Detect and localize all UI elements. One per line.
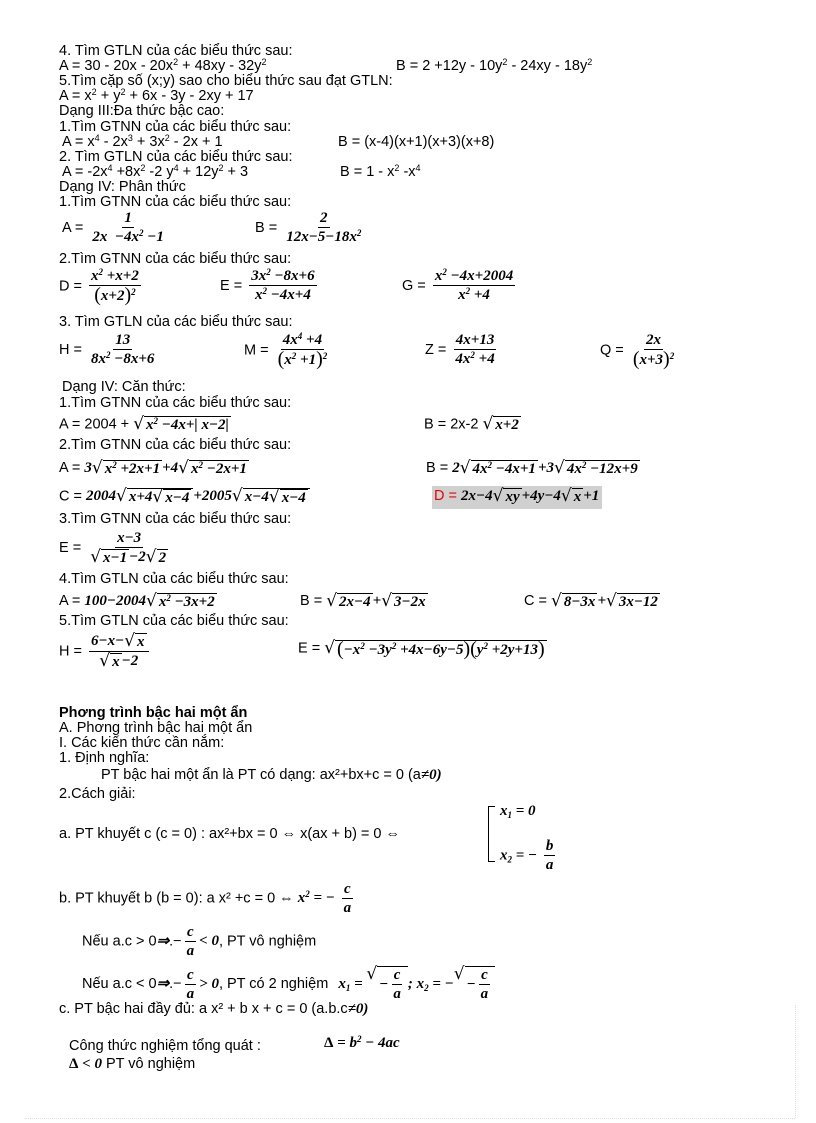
expr-pt-E: E = $\frac{3x^2 -8x+6}{x^2 -4x+4}$ — [220, 267, 315, 303]
neu2-tail: , PT có 2 nghiệm — [218, 975, 329, 992]
label-H: H = — [59, 643, 82, 660]
expr-ct-5H: H = 6−x− √ x √ x −2 — [59, 633, 152, 670]
expr-pt-A: A = $\frac{1}{2x -4x^2 -1}$ — [62, 210, 164, 245]
pt-1-heading: 1.Tìm GTNN của các biểu thức sau: — [59, 194, 292, 210]
label-E: E = — [298, 640, 321, 657]
delta-negative-line: Δ < 0 PT vô nghiệm — [69, 1056, 196, 1072]
label-G: G = — [402, 277, 426, 294]
label-B: B = — [300, 592, 323, 609]
expr-ct-4A: A = 100−2004 √ $x^2 -3x+2$ — [59, 591, 215, 611]
case-c-label: c. PT bậc hai đầy đủ: a x² + b x + c = 0 (a.b.c — [59, 1001, 348, 1017]
case-b-ac-positive: Nếu a.c > 0⇒.− $\frac{c}{a}$ < 0, PT vô nghiệm — [82, 924, 317, 959]
label-M: M = — [244, 342, 269, 359]
quad-a-heading: A. Phơng trình bậc hai một ẩn — [59, 720, 253, 736]
ct-2-heading: 2.Tìm GTNN của các biểu thức sau: — [59, 437, 292, 453]
ct-4-heading: 4.Tìm GTLN của các biểu thức sau: — [59, 571, 289, 587]
dang-3-heading: Dạng III:Đa thức bậc cao: — [59, 103, 225, 119]
expr-pt-Q: Q = $\frac{2x}{(x+3)^2}$ — [600, 332, 675, 370]
expr-5-A: $A = x^2 + y^2 + 6x - 3y - 2xy + 17$ — [59, 87, 254, 104]
expr-pt-H: H = $\frac{13}{8x^2 -8x+6}$ — [59, 332, 155, 367]
case-b-label: b. PT khuyết b (b = 0): a x² +c = 0 ⇔ — [59, 890, 294, 907]
label-A: A = — [59, 592, 81, 609]
expr-d3-2B: $B = 1 - x^2$ $-x^4$ — [340, 163, 421, 180]
expr-ct-2B: B = 2 √ $4x^2 -4x+1$ +3 √ $4x^2 -12x+9$ — [426, 458, 638, 478]
label-E: E = — [220, 277, 243, 294]
neu2-label: Nếu a.c < 0 — [82, 975, 157, 992]
pt-2-heading: 2.Tìm GTNN của các biểu thức sau: — [59, 251, 292, 267]
label-D-red: D = — [434, 487, 457, 504]
label-Q: Q = — [600, 342, 624, 359]
expr-ct-B: B = 2x-2 √ x+2 — [424, 414, 519, 434]
expr-pt-Z: Z = $\frac{4x+13}{4x^2 +4}$ — [425, 332, 495, 367]
label-D: D = — [59, 278, 82, 295]
label-C: C = — [524, 592, 547, 609]
case-b-text: b. PT khuyết b (b = 0): a x² +c = 0 ⇔ $x^2$ = − $\frac{c}{a}$ — [59, 881, 352, 916]
quad-i-heading: I. Các kiến thức cần nắm: — [59, 735, 225, 751]
d3-2-heading: 2. Tìm GTLN của các biểu thức sau: — [59, 149, 293, 165]
quad-title: Phơng trình bậc hai một ẩn — [59, 705, 248, 721]
system-brace — [488, 806, 495, 862]
dang-4-root-heading: Dạng IV: Căn thức: — [62, 379, 186, 395]
section-5-heading: 5.Tìm cặp số (x;y) sao cho biểu thức sau đạt GTLN: — [59, 73, 393, 89]
expr-d3-A: $A = x^4 - 2x^3 + 3x^2 - 2x + 1$ — [62, 133, 223, 150]
quad-solve-heading: 2.Cách giải: — [59, 786, 136, 802]
expr-ct-5E: E = √ $(-x^2 -3y^2 +4x-6y-5)(y^2 +2y+13)$ — [298, 638, 545, 660]
expr-ct-4C: C = √ 8−3x + √ 3x−12 — [524, 591, 658, 611]
label-A: A = — [62, 219, 84, 236]
page-border-right — [795, 1005, 796, 1118]
pt-3-heading: 3. Tìm GTLN của các biểu thức sau: — [59, 314, 293, 330]
label-H: H = — [59, 341, 82, 358]
expr-ct-3E: E = x−3 √ x−1 −2 √ 2 — [59, 530, 167, 568]
quad-def-text — [101, 768, 442, 783]
expr-ct-2A: A = 3 √ $x^2 +2x+1$ +4 √ $x^2 -2x+1$ — [59, 458, 247, 478]
section-4-heading: 4. Tìm GTLN của các biểu thức sau: — [59, 43, 293, 59]
ct-1-heading: 1.Tìm GTNN của các biểu thức sau: — [59, 395, 292, 411]
general-formula-label: Công thức nghiệm tổng quát : — [69, 1038, 261, 1054]
label-B-2x: B = 2x-2 — [424, 416, 479, 433]
label-A-2004: A = 2004 + — [59, 416, 130, 433]
d3-1-heading: 1.Tìm GTNN của các biểu thức sau: — [59, 119, 292, 135]
dang-4-fraction-heading: Dạng IV: Phân thức — [59, 179, 186, 195]
expr-4-A: $A = 30 - 20x - 20x^2 + 48xy - 32y^2$ — [59, 57, 267, 74]
case-b-ac-negative: Nếu a.c < 0⇒.− $\frac{c}{a}$ > 0, PT có 2 nghiệm $x_1$ = √ − $\frac{c}{a}$ ; $x_2$ = − √ − $\frac{c}{a}$ — [82, 966, 495, 1003]
neq-zero: ≠0) — [420, 767, 442, 783]
expr-ct-2C: C = 2004 √ x+4 √ x−4 +2005 √ x−4 √ x−4 — [59, 488, 310, 506]
expr-pt-B: B = $\frac{2}{12x-5-18x^2}$ — [255, 210, 362, 245]
def-text: PT bậc hai một ẩn là PT có dạng: ax²+bx+c = 0 (a — [101, 767, 421, 783]
expr-pt-D: D = $\frac{x^2 +x+2}{(x+2)^2}$ — [59, 267, 139, 306]
label-C: C = — [59, 488, 82, 505]
neq-zero: ≠0) — [347, 1001, 369, 1017]
ct-5-heading: 5.Tìm GTLN của các biểu thức sau: — [59, 613, 289, 629]
neu1-tail: , PT vô nghiệm — [218, 933, 317, 950]
quad-def-heading: 1. Định nghĩa: — [59, 750, 150, 766]
case-a-text: a. PT khuyết c (c = 0) : ax²+bx = 0 ⇔ x(ax + b) = 0 ⇔ — [59, 826, 401, 842]
expr-ct-2D-highlighted: D = 2x−4 √ xy +4y−4 √ x +1 — [432, 486, 602, 509]
label-E: E = — [59, 539, 82, 556]
expr-pt-M: M = $\frac{4x^4 +4}{(x^2 +1)^2}$ — [244, 331, 328, 370]
label-Z: Z = — [425, 341, 447, 358]
root-x2-neg-b-over-a: $x_2$ = − $\frac{b}{a}$ — [500, 838, 554, 873]
ct-3-heading: 3.Tìm GTNN của các biểu thức sau: — [59, 511, 292, 527]
vo-nghiem-text: PT vô nghiệm — [106, 1056, 196, 1072]
case-c-text — [59, 1002, 368, 1017]
page-border-bottom — [25, 1118, 795, 1119]
expr-4-B: $B = 2 +12y - 10y^2 - 24xy - 18y^2$ — [396, 57, 593, 74]
expr-ct-A: A = 2004 + √ $x^2 -4x+|$ x−2| — [59, 414, 229, 434]
label-B: B = — [426, 459, 449, 476]
neu1-label: Nếu a.c > 0 — [82, 933, 157, 950]
delta-formula: $\Delta = b^2 - 4ac$ — [324, 1034, 400, 1051]
label-B: B = — [255, 219, 278, 236]
label-A: A = — [59, 459, 81, 476]
expr-d3-B: B = (x-4)(x+1)(x+3)(x+8) — [338, 134, 495, 150]
expr-ct-4B: B = √ 2x−4 + √ 3−2x — [300, 591, 426, 611]
expr-d3-2A: $A = -2x^4 +8x^2$ -2 $y^4 + 12y^2 + 3$ — [62, 163, 249, 180]
root-x1-zero: $x_1 = 0$ — [500, 803, 536, 820]
expr-pt-G: G = $\frac{x^2 -4x+2004}{x^2 +4}$ — [402, 267, 514, 303]
